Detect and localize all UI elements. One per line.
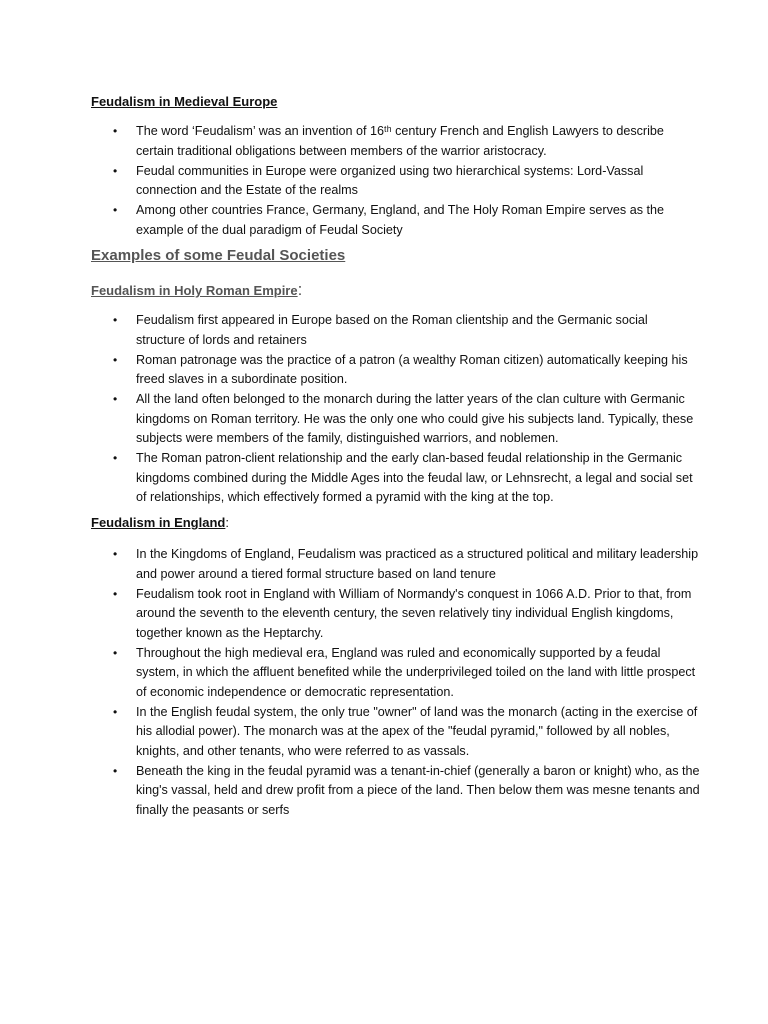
bullet-icon: • (113, 313, 118, 327)
bullet-text: In the English feudal system, the only true "owner" of land was the monarch (acting in the exercise of his allodial power). The monarch was at the apex of the "feudal pyramid," followed by all nobles, knights, and other tenants, who were referred to as vassals. (136, 704, 698, 758)
document-title: Feudalism in Medieval Europe (91, 94, 278, 109)
section-heading: Examples of some Feudal Societies (91, 247, 346, 264)
bullet-icon: • (113, 586, 118, 601)
bullet-text: Feudal communities in Europe were organized using two hierarchical systems: Lord-Vassal connection and the Estate of the realms (136, 163, 644, 197)
bullet-icon: • (113, 451, 118, 465)
england-heading (91, 515, 229, 530)
bullet-text: The Roman patron-client relationship and the early clan-based feudal relationship in the Germanic kingdoms combined during the Middle Ages into the feudal law, or Lehnsrecht, a legal and social set of relationships, which effectively formed a pyramid with the king at the top. (136, 451, 693, 504)
bullet-icon: • (113, 547, 118, 561)
bullet-icon: • (113, 645, 118, 660)
bullet-text: The word ‘Feudalism’ was an invention of 16ᵗʰ century French and English Lawyers to describe certain traditional obligations between members of the warrior aristocracy. (136, 124, 664, 158)
list-item (0, 162, 700, 201)
hre-heading (91, 280, 302, 300)
england-bullet-list (0, 545, 700, 821)
bullet-text: All the land often belonged to the monarch during the latter years of the clan culture with Germanic kingdoms on Roman territory. He was the only one who could give his subjects land. Typically, these subjects were members of the family, distinguished warriors, and noblemen. (136, 392, 694, 445)
bullet-text: Feudalism took root in England with William of Normandy's conquest in 1066 A.D. Prior to that, from around the seventh to the eleventh century, the seven relatively tiny individual English kingdoms, together known as the Heptarchy. (136, 586, 692, 640)
bullet-text: Throughout the high medieval era, England was ruled and economically supported by a feudal system, in which the affluent benefited while the underprivileged toiled on the land with little prospect of economic independence or democratic representation. (136, 645, 696, 699)
bullet-icon: • (113, 163, 118, 178)
bullet-icon: • (113, 203, 118, 217)
hre-heading-colon: : (297, 280, 303, 299)
intro-bullet-list (0, 122, 700, 241)
hre-bullet-list (0, 311, 700, 508)
list-item (0, 545, 700, 584)
hre-heading-text: Feudalism in Holy Roman Empire (91, 283, 298, 298)
list-item (0, 703, 700, 762)
list-item (0, 644, 700, 703)
bullet-icon: • (113, 392, 118, 406)
list-item (0, 585, 700, 644)
bullet-text: Among other countries France, Germany, England, and The Holy Roman Empire serves as the example of the dual paradigm of Feudal Society (136, 203, 665, 237)
list-item (0, 762, 700, 821)
bullet-text: Beneath the king in the feudal pyramid was a tenant-in-chief (generally a baron or knight) who, as the king's vassal, held and drew profit from a piece of the land. Then below them was mesne tenants and finally the peasants or serfs (136, 763, 700, 817)
list-item (0, 122, 700, 161)
bullet-text: In the Kingdoms of England, Feudalism was practiced as a structured political and military leadership and power around a tiered formal structure based on land tenure (136, 547, 699, 581)
list-item (0, 201, 700, 240)
list-item (0, 449, 700, 508)
bullet-text: Roman patronage was the practice of a patron (a wealthy Roman citizen) automatically keeping his freed slaves in a subordinate position. (136, 352, 688, 386)
bullet-icon: • (113, 352, 118, 367)
bullet-icon: • (113, 763, 118, 778)
list-item (0, 390, 700, 449)
england-heading-colon: : (225, 515, 229, 530)
bullet-text: Feudalism first appeared in Europe based on the Roman clientship and the Germanic social structure of lords and retainers (136, 313, 648, 347)
bullet-icon: • (113, 124, 118, 138)
england-heading-text: Feudalism in England (91, 515, 226, 530)
list-item (0, 311, 700, 350)
list-item (0, 351, 700, 390)
bullet-icon: • (113, 704, 118, 719)
